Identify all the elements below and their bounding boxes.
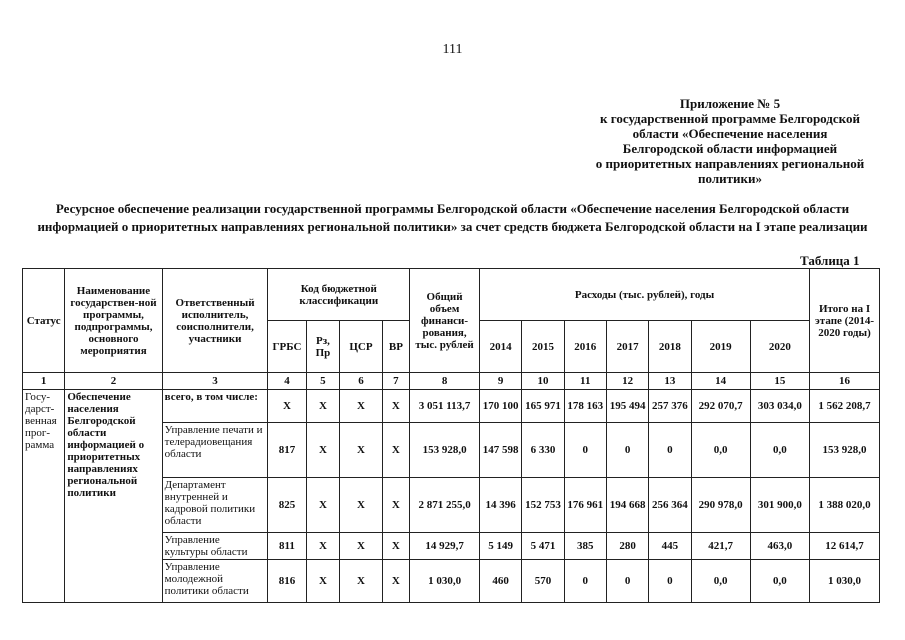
total-cell: 153 928,0 <box>410 423 480 478</box>
column-number: 9 <box>479 373 521 390</box>
year-cell: 195 494 <box>606 390 648 423</box>
page-number: 111 <box>442 42 463 57</box>
year-cell: 0 <box>564 423 606 478</box>
year-cell: 292 070,7 <box>691 390 750 423</box>
header-total-volume: Общий объем финанси-рования, тыс. рублей <box>410 269 480 373</box>
header-year-2014: 2014 <box>479 321 521 373</box>
vr-cell: Х <box>382 533 410 560</box>
header-year-2015: 2015 <box>522 321 564 373</box>
year-cell: 5 471 <box>522 533 564 560</box>
year-cell: 280 <box>606 533 648 560</box>
header-budget-code: Код бюджетной классификации <box>268 269 410 321</box>
rzpr-cell: Х <box>306 478 340 533</box>
total-cell: 1 030,0 <box>410 560 480 603</box>
year-cell: 178 163 <box>564 390 606 423</box>
appendix-line: политики» <box>698 171 762 186</box>
column-number: 4 <box>268 373 306 390</box>
year-cell: 6 330 <box>522 423 564 478</box>
total-cell: 3 051 113,7 <box>410 390 480 423</box>
header-stage-total: Итого на I этапе (2014-2020 годы) <box>810 269 880 373</box>
column-number: 5 <box>306 373 340 390</box>
stage-total-cell: 153 928,0 <box>810 423 880 478</box>
header-status: Статус <box>23 269 65 373</box>
appendix-line: Приложение № 5 <box>679 96 781 111</box>
executor-cell: Департамент внутренней и кадровой политики области <box>162 478 268 533</box>
year-cell: 0,0 <box>691 423 750 478</box>
status-cell: Госу-дарст-венная прог-рамма <box>23 390 65 603</box>
year-cell: 0 <box>649 423 691 478</box>
stage-total-cell: 1 030,0 <box>810 560 880 603</box>
column-number: 12 <box>606 373 648 390</box>
year-cell: 0,0 <box>750 423 809 478</box>
column-number: 16 <box>810 373 880 390</box>
rzpr-cell: Х <box>306 390 340 423</box>
year-cell: 165 971 <box>522 390 564 423</box>
header-vr: ВР <box>382 321 410 373</box>
appendix-block <box>580 96 880 186</box>
header-expenses: Расходы (тыс. рублей), годы <box>479 269 809 321</box>
table-label: Таблица 1 <box>800 253 860 268</box>
column-number: 14 <box>691 373 750 390</box>
appendix-line: к государственной программе Белгородской <box>600 111 860 126</box>
column-number: 3 <box>162 373 268 390</box>
year-cell: 290 978,0 <box>691 478 750 533</box>
column-number: 10 <box>522 373 564 390</box>
stage-total-cell: 12 614,7 <box>810 533 880 560</box>
year-cell: 257 376 <box>649 390 691 423</box>
total-cell: 14 929,7 <box>410 533 480 560</box>
header-csr: ЦСР <box>340 321 382 373</box>
year-cell: 152 753 <box>522 478 564 533</box>
year-cell: 194 668 <box>606 478 648 533</box>
year-cell: 176 961 <box>564 478 606 533</box>
year-cell: 0 <box>606 423 648 478</box>
year-cell: 0,0 <box>750 560 809 603</box>
appendix-line: области «Обеспечение населения <box>632 126 828 141</box>
year-cell: 256 364 <box>649 478 691 533</box>
year-cell: 421,7 <box>691 533 750 560</box>
year-cell: 385 <box>564 533 606 560</box>
title-line: информацией о приоритетных направлениях региональной политики» за счет средств бюджета Белгородской области на I этапе реализации <box>37 219 868 234</box>
appendix-line: о приоритетных направлениях региональной <box>595 156 865 171</box>
rzpr-cell: Х <box>306 423 340 478</box>
column-number: 13 <box>649 373 691 390</box>
csr-cell: Х <box>340 390 382 423</box>
column-number: 6 <box>340 373 382 390</box>
header-name: Наименование государствен-ной программы, подпрограммы, основного мероприятия <box>65 269 162 373</box>
header-year-2020: 2020 <box>750 321 809 373</box>
csr-cell: Х <box>340 560 382 603</box>
total-cell: 2 871 255,0 <box>410 478 480 533</box>
year-cell: 301 900,0 <box>750 478 809 533</box>
csr-cell: Х <box>340 533 382 560</box>
grbs-cell: 811 <box>268 533 306 560</box>
csr-cell: Х <box>340 478 382 533</box>
year-cell: 460 <box>479 560 521 603</box>
header-rzpr: Рз, Пр <box>306 321 340 373</box>
year-cell: 5 149 <box>479 533 521 560</box>
vr-cell: Х <box>382 423 410 478</box>
column-number: 8 <box>410 373 480 390</box>
grbs-cell: 816 <box>268 560 306 603</box>
year-cell: 445 <box>649 533 691 560</box>
program-name-cell: Обеспечение населения Белгородской области информацией о приоритетных направлениях региональной политики <box>65 390 162 603</box>
year-cell: 14 396 <box>479 478 521 533</box>
grbs-cell: 817 <box>268 423 306 478</box>
header-grbs: ГРБС <box>268 321 306 373</box>
grbs-cell: Х <box>268 390 306 423</box>
header-year-2019: 2019 <box>691 321 750 373</box>
header-year-2018: 2018 <box>649 321 691 373</box>
executor-cell: Управление печати и телерадиовещания области <box>162 423 268 478</box>
year-cell: 0,0 <box>691 560 750 603</box>
appendix-line: Белгородской области информацией <box>622 141 838 156</box>
rzpr-cell: Х <box>306 533 340 560</box>
year-cell: 463,0 <box>750 533 809 560</box>
stage-total-cell: 1 562 208,7 <box>810 390 880 423</box>
rzpr-cell: Х <box>306 560 340 603</box>
table-row <box>23 390 880 423</box>
resource-table <box>22 268 880 603</box>
year-cell: 570 <box>522 560 564 603</box>
vr-cell: Х <box>382 560 410 603</box>
column-number: 2 <box>65 373 162 390</box>
year-cell: 147 598 <box>479 423 521 478</box>
title-line: Ресурсное обеспечение реализации государственной программы Белгородской области «Обеспечение населения Белгородской области <box>55 201 850 216</box>
header-year-2017: 2017 <box>606 321 648 373</box>
year-cell: 170 100 <box>479 390 521 423</box>
column-number: 7 <box>382 373 410 390</box>
year-cell: 0 <box>564 560 606 603</box>
column-number: 11 <box>564 373 606 390</box>
year-cell: 303 034,0 <box>750 390 809 423</box>
executor-cell: Управление культуры области <box>162 533 268 560</box>
document-title <box>20 200 885 236</box>
year-cell: 0 <box>649 560 691 603</box>
vr-cell: Х <box>382 478 410 533</box>
year-cell: 0 <box>606 560 648 603</box>
executor-cell: Управление молодежной политики области <box>162 560 268 603</box>
header-year-2016: 2016 <box>564 321 606 373</box>
stage-total-cell: 1 388 020,0 <box>810 478 880 533</box>
grbs-cell: 825 <box>268 478 306 533</box>
column-number: 1 <box>23 373 65 390</box>
column-number-row <box>23 373 880 390</box>
vr-cell: Х <box>382 390 410 423</box>
header-executor: Ответственный исполнитель, соисполнители, участники <box>162 269 268 373</box>
column-number: 15 <box>750 373 809 390</box>
executor-cell: всего, в том числе: <box>162 390 268 423</box>
csr-cell: Х <box>340 423 382 478</box>
